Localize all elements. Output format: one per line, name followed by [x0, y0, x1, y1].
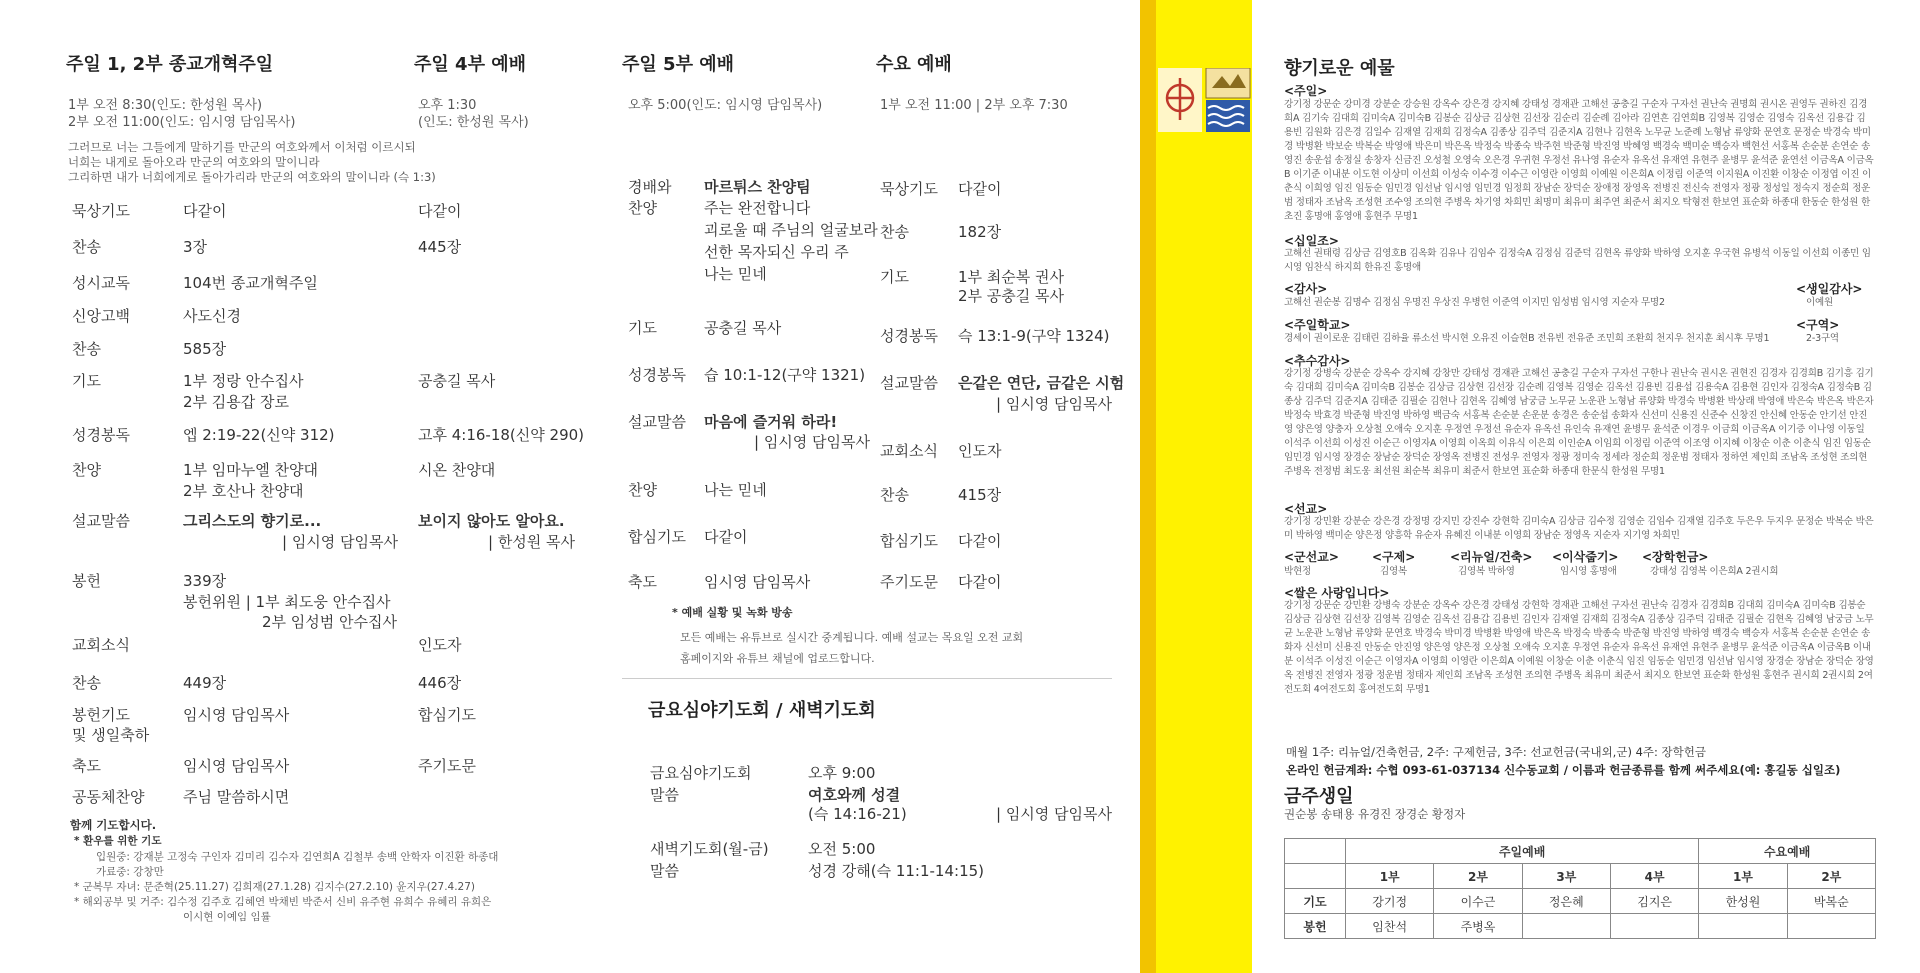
row-value-4: 445장	[418, 238, 462, 256]
column-header: 3부	[1522, 864, 1610, 889]
choir-2: 2부 호산나 찬양대	[183, 482, 304, 500]
time-4-line-2: (인도: 한성원 목사)	[418, 115, 529, 130]
row-label: 성시교독	[72, 274, 130, 292]
table-cell	[1699, 914, 1787, 939]
gold-stripe	[1140, 0, 1156, 973]
offering-names: 김영복	[1380, 566, 1407, 577]
friday-word: 여호와께 성결	[808, 786, 901, 804]
table-row	[1285, 914, 1876, 939]
w-news-label: 교회소식	[880, 442, 938, 460]
time-line-1: 1부 오전 8:30(인도: 한성원 목사)	[68, 98, 263, 113]
row-label: 찬송	[72, 238, 101, 256]
row-label: 신앙고백	[72, 307, 130, 325]
offering-names: 이예원	[1806, 297, 1833, 308]
reading-4: 고후 4:16-18(신약 290)	[418, 426, 585, 444]
pray-overseas-2: 이시현 이예임 임률	[183, 911, 271, 923]
broadcast-note: 모든 예배는 유튜브로 실시간 중계됩니다. 예배 설교는 목요일 오전 교회	[680, 631, 1024, 644]
offering-category: <군선교>	[1284, 550, 1339, 564]
divider	[622, 678, 1112, 679]
offering-label: 봉헌	[72, 572, 101, 590]
sunday-12-title: 주일 1, 2부 종교개혁주일	[66, 54, 274, 75]
verse-line: 그리하면 내가 너희에게로 돌아가리라 만군의 여호와의 말이니라 (슥 1:3)	[68, 170, 436, 184]
offering-team: 봉헌위원 | 1부 최도웅 안수집사	[183, 593, 391, 611]
sermon-by: | 임시영 담임목사	[754, 433, 871, 451]
w-sermon-by: | 임시영 담임목사	[996, 395, 1113, 413]
row-header: 봉헌	[1285, 914, 1346, 939]
sermon: 마음에 즐거워 하라!	[704, 413, 838, 431]
offering-names: 경세이 권이로운 김태린 김하율 류소선 박시현 오유진 이슬현B 전유빈 전유준 조민희 조환희 천지우 천지훈 최시후 무명1	[1284, 333, 1770, 344]
blessing-4: 주기도문	[418, 757, 476, 775]
w-sermon: 은같은 연단, 금같은 시험	[958, 374, 1125, 392]
row-value: 다같이	[183, 202, 227, 220]
column-header: 1부	[1346, 864, 1434, 889]
time-line-2: 2부 오전 11:00(인도: 임시영 담임목사)	[68, 115, 296, 130]
offering-category: <구역>	[1796, 318, 1840, 332]
offering-category: <리뉴얼/건축>	[1450, 550, 1533, 564]
offering-names: 강기정 강병숙 강분순 강옥수 강지혜 강창만 강태성 경재관 고해선 공충길 구순자 구자선 구한나 권난숙 권시온 권현진 김경자 김경희B 김기흥 김기숙 김대희 김미숙A 김미숙B 김봉순 김상금 김상현 김선장 김순례 김영복 김영순 김옥선 김용빈 김용섭 김용숙A 김용현 김인자 김정숙A 김정숙B 김종상 김주덕 김준지A 김태준 김필순 김현나 김현옥 김혜영 남궁금 노무균 노운관 노형남 류양화 박경숙 박병환 박상래 박영애 박은숙 박은옥 박은자 박정숙 박효경 박준형 박진영 박하영 백금숙 서홍복 손순분 손운분 송경은 송순섭 송화자 신선미 신용진 신준수 신창진 안신혜 안동순 안기선 안진영 양은영 양충자 오상철 오애숙 오지훈 우정연 우정선 유순자 유옥선 유인숙 유재연 윤병무 윤석준 이경우 이금희 이금옥A 이기증 이나영 이동일 이석주 이선희 이성진 이순근 이영자A 이영희 이옥희 이유식 이은희 이인순A 이임희 이정림 이준역 이조영 이지혜 이창순 이춘 이춘식 임진 임동순 임민경 임시영 장경순 장남순 장덕순 장영옥 전병진 전성우 전영자 정광 정미숙 정세라 정순희 정운범 정태자 정하연 제인희 조남옥 조성현 조의현 주병옥 전정범 최도웅 최선원 최순복 최유미 최준서 한보연 표순화 하종대 한문식 한성원 무명1	[1284, 368, 1874, 477]
w-read: 슥 13:1-9(구약 1324)	[958, 327, 1110, 345]
broadcast-title: * 예배 실황 및 녹화 방송	[672, 606, 793, 619]
table-corner	[1285, 864, 1346, 889]
w-sermon-label: 설교말씀	[880, 374, 938, 392]
praise-team: 마르튀스 찬양팀	[704, 178, 811, 196]
sermon-title: 그리스도의 향기로...	[183, 512, 322, 530]
table-cell	[1610, 914, 1698, 939]
bless: 임시영 담임목사	[704, 573, 811, 591]
row-value: 104번 종교개혁주일	[183, 274, 318, 292]
blessing-1: 임시영 담임목사	[183, 757, 290, 775]
bless-label: 축도	[628, 573, 657, 591]
table-cell: 주병옥	[1434, 914, 1522, 939]
church-cross-emblem-icon	[1158, 68, 1254, 134]
w-hymn2: 415장	[958, 486, 1002, 504]
news-label: 교회소식	[72, 636, 130, 654]
read-label: 성경봉독	[628, 366, 686, 384]
choir-label: 찬양	[72, 461, 101, 479]
w-prayer-label: 기도	[880, 268, 909, 286]
prayer: 공충길 목사	[704, 319, 782, 337]
friday-ref: (슥 14:16-21)	[808, 805, 907, 823]
praise-label: 경배와	[628, 178, 672, 196]
offer-prayer-1: 임시영 담임목사	[183, 706, 290, 724]
table-corner	[1285, 839, 1346, 864]
table-cell: 박복순	[1787, 889, 1875, 914]
prayer-1: 1부 정랑 안수집사	[183, 372, 304, 390]
birthday-names: 권순봉 송태용 유경진 장경순 황정자	[1284, 807, 1466, 821]
sunday-5-title: 주일 5부 예배	[622, 54, 734, 75]
pray-patients: * 환우를 위한 기도	[74, 835, 162, 847]
offering-category: <선교>	[1284, 502, 1328, 516]
group-label: 합심기도	[628, 528, 686, 546]
offering-names: 강기정 강민환 강분순 강은경 강정명 강지민 강진수 강현학 김미숙A 김상금 김수정 김영순 김임수 김재열 김주호 두은우 두지우 문정순 박복순 박은미 박하영 백미순 양은정 양흥학 유순자 유혜진 이내분 이영희 장남순 정영옥 지순자 지기영 차희민	[1284, 516, 1874, 541]
w-lord-label: 주기도문	[880, 573, 938, 591]
offering-names: 임시영 홍명애	[1560, 566, 1617, 577]
offer-prayer-label-2: 및 생일축하	[72, 726, 150, 744]
time-4-line-1: 오후 1:30	[418, 98, 477, 113]
w-news: 인도자	[958, 442, 1002, 460]
reading-1: 엡 2:19-22(신약 312)	[183, 426, 335, 444]
dawn-word: 성경 강해(슥 11:1-14:15)	[808, 862, 985, 880]
friday-word-label: 말씀	[650, 786, 679, 804]
offering-category: <구제>	[1372, 550, 1416, 564]
row-value: 사도신경	[183, 307, 241, 325]
broadcast-note-2: 홈페이지와 유튜브 채널에 업로드합니다.	[680, 652, 875, 665]
offering-category: <쌀은 사랑입니다>	[1284, 586, 1390, 600]
table-cell: 한성원	[1699, 889, 1787, 914]
sunday-group-header: 주일예배	[1346, 839, 1699, 864]
offering-names: 강태성 김영복 이은희A 2권시희	[1650, 566, 1779, 577]
monthly-offering-note: 매월 1주: 리뉴얼/건축헌금, 2주: 구제헌금, 3주: 선교헌금(국내외,군) 4주: 장학헌금	[1286, 745, 1706, 759]
praise-song: 선한 목자되신 우리 주	[704, 243, 849, 261]
offerings-title: 향기로운 예물	[1284, 58, 1395, 79]
pray-recovery: 가료중: 강창만	[96, 866, 164, 878]
column-header: 2부	[1787, 864, 1875, 889]
offering-names: 박현정	[1284, 566, 1311, 577]
w-group: 다같이	[958, 532, 1002, 550]
offering-names: 고해선 권순봉 김명수 김정심 우명진 우상진 우병헌 이준역 이지민 임성범 임시영 지순자 무명2	[1284, 297, 1665, 308]
offering-category: <감사>	[1284, 282, 1328, 296]
prayer-label: 기도	[72, 372, 101, 390]
offering-names: 강기정 강문순 강민환 강병숙 강분순 강옥수 강은경 강태성 강현학 경재관 고해선 구자선 권난숙 김경자 김경희B 김대희 김미숙A 김미숙B 김봉순 김상금 김상현 김선장 김영복 김영순 김옥선 김용갑 김용빈 김인자 김재열 김재희 김정숙A 김종상 김주덕 김태준 김필순 김현옥 김혜영 남궁금 노무균 노운관 노형남 류양화 문연호 박경숙 박미경 박병환 박영애 박은옥 박정숙 박종숙 박준형 박진영 박하영 백경숙 백승자 서홍복 손순분 손연순 송화자 신선미 신용진 안동순 안진영 양은영 양은정 오상철 오애숙 오지훈 우정연 유순자 유옥선 유재연 유현주 윤병무 윤석준 이금옥A 이금옥B 이내분 이석주 이성진 이순근 이영자A 이영희 이영란 이은희A 이예원 이창순 이춘 이춘식 임진 임동순 임민경 임선남 임시영 장경순 장남순 장덕순 장영옥 전병진 전영자 정광 정운범 정태자 제인희 조남옥 조성현 조의현 주병옥 최유미 최준서 최지오 한보연 표순화 한성원 홍현주 권시희 2권시희 2여전도회 4여전도회 홍여전도회 무명1	[1284, 600, 1874, 695]
pray-hospital: 입원중: 강재분 고정숙 구인자 김미리 김수자 김연희A 김철부 송백 안학자 이진환 하종대	[96, 851, 499, 863]
sunday-5-time: 오후 5:00(인도: 임시영 담임목사)	[628, 98, 823, 113]
hymn-1: 449장	[183, 674, 227, 692]
friday-time: 오후 9:00	[808, 764, 876, 782]
friday-dawn-title: 금요심야기도회 / 새벽기도회	[648, 700, 876, 721]
choir-1: 1부 임마누엘 찬양대	[183, 461, 319, 479]
offering-category: <주일>	[1284, 84, 1328, 98]
sermon-preacher: | 임시영 담임목사	[282, 533, 399, 551]
sermon-4-title: 보이지 않아도 알아요.	[418, 512, 565, 530]
w-lord: 다같이	[958, 573, 1002, 591]
online-account: 온라인 헌금계좌: 수협 093-61-037134 신수동교회 / 이름과 헌금종류를 함께 써주세요(예: 홍길동 십일조)	[1286, 763, 1841, 777]
praise-label-2: 찬양	[628, 199, 657, 217]
w-hymn2-label: 찬송	[880, 486, 909, 504]
offering-category: <추수감사>	[1284, 354, 1351, 368]
dawn-label: 새벽기도회(월-금)	[650, 840, 769, 858]
praise-song: 주는 완전합니다	[704, 199, 811, 217]
yellow-spine	[1140, 0, 1252, 973]
verse-line: 그러므로 너는 그들에게 말하기를 만군의 여호와께서 이처럼 이르시되	[68, 140, 416, 154]
wednesday-group-header: 수요예배	[1699, 839, 1876, 864]
offering-names: 2-3구역	[1806, 333, 1839, 344]
choir-4: 시온 찬양대	[418, 461, 496, 479]
pray-military: * 군복무 자녀: 문준혁(25.11.27) 김희재(27.1.28) 김지수(27.2.10) 윤지우(27.4.27)	[74, 881, 476, 893]
prayer-4: 공충길 목사	[418, 372, 496, 390]
hymn-label: 찬송	[72, 674, 101, 692]
w-meditate-label: 묵상기도	[880, 180, 938, 198]
offering-team-2: 2부 임성범 안수집사	[262, 613, 398, 631]
pray-title: 함께 기도합시다.	[70, 818, 157, 832]
offering-category: <장학헌금>	[1642, 550, 1709, 564]
sermon-label: 설교말씀	[628, 413, 686, 431]
w-meditate: 다같이	[958, 180, 1002, 198]
w-hymn: 182장	[958, 223, 1002, 241]
row-label: 찬송	[72, 340, 101, 358]
sermon-label: 설교말씀	[72, 512, 130, 530]
offering-names: 강기정 강문순 강미경 강분순 강승원 강옥수 강은경 강지혜 강태성 경재관 고해선 공충길 구순자 구자선 권난숙 권명희 권시온 권영두 권하진 김경희A 김기숙 김대희 김미숙A 김미숙B 김봉순 김상금 김상현 김선장 김순리 김순례 김아라 김연흔 김연희B 김영복 김영순 김영숙 김옥선 김용갑 김용빈 김원화 김은경 김일수 김재열 김재희 김정숙A 김종상 김주덕 김준지A 김현나 김현옥 노무균 노준례 노형남 류양화 문연호 문정순 박경숙 박미경 박병환 박보순 박복순 박영애 박은미 박은옥 박정숙 박종숙 박주현 박준형 박진영 박혜영 백경숙 백미순 백승자 백현선 서홍복 손순분 손연순 송영진 송운섭 송정실 송창자 신금진 오성철 오영숙 오은경 우귀현 우정선 유나영 유순자 유옥선 유재연 유현주 윤병무 윤석준 윤연선 이금옥A 이금옥B 이기준 이내분 이도현 이상미 이선희 이성숙 이수경 이수근 이영란 이영희 이예원 이은희A 이정림 이준역 이지원A 이진환 이창순 이정엽 이진 이춘식 이희영 임진 임동순 임민경 임선남 임시영 임민경 임정희 장남순 장덕순 장애정 장영옥 전병진 전신숙 전영자 정광 정성일 정숙지 정순희 정운범 정태자 조남옥 조성현 조수영 조의현 주병옥 차기영 차희민 최명미 최유미 최주연 최준서 최지오 탁형전 한보연 표순화 하종대 한동순 한성원 한초진 홍명애 홍영애 홍현주 무명1	[1284, 99, 1874, 222]
prayer-label: 기도	[628, 319, 657, 337]
column-header: 2부	[1434, 864, 1522, 889]
offer-prayer-label: 봉헌기도	[72, 706, 130, 724]
verse-line: 너희는 내게로 돌아오라 만군의 여호와의 말이니라	[68, 155, 320, 169]
creed-1: 주님 말씀하시면	[183, 788, 290, 806]
row-label: 묵상기도	[72, 202, 130, 220]
table-row	[1285, 889, 1876, 914]
friday-by: | 임시영 담임목사	[996, 805, 1113, 823]
praise-song: 괴로울 때 주님의 얼굴보라	[704, 221, 878, 239]
offering-hymn: 339장	[183, 572, 227, 590]
read: 습 10:1-12(구약 1321)	[704, 366, 866, 384]
offering-category: <십일조>	[1284, 234, 1339, 248]
offering-category: <이삭줍기>	[1552, 550, 1619, 564]
wednesday-time: 1부 오전 11:00 | 2부 오후 7:30	[880, 98, 1068, 113]
group: 다같이	[704, 528, 748, 546]
friday-label: 금요심야기도회	[650, 764, 752, 782]
offering-category: <주일학교>	[1284, 318, 1351, 332]
table-cell	[1522, 914, 1610, 939]
table-cell: 이수근	[1434, 889, 1522, 914]
offer-prayer-4: 합심기도	[418, 706, 476, 724]
wednesday-title: 수요 예배	[876, 54, 952, 75]
column-header: 1부	[1699, 864, 1787, 889]
choir-label: 찬양	[628, 481, 657, 499]
creed-label: 공동체찬양	[72, 788, 145, 806]
sermon-4-preacher: | 한성원 목사	[488, 533, 576, 551]
choir: 나는 믿네	[704, 481, 767, 499]
reading-label: 성경봉독	[72, 426, 130, 444]
w-group-label: 합심기도	[880, 532, 938, 550]
offering-category: <생일감사>	[1796, 282, 1863, 296]
table-cell: 임찬석	[1346, 914, 1434, 939]
column-header: 4부	[1610, 864, 1698, 889]
w-prayer-2: 2부 공충길 목사	[958, 287, 1065, 305]
row-value: 585장	[183, 340, 227, 358]
w-read-label: 성경봉독	[880, 327, 938, 345]
dawn-time: 오전 5:00	[808, 840, 876, 858]
row-value: 3장	[183, 238, 208, 256]
news-4: 인도자	[418, 636, 462, 654]
table-cell: 김지은	[1610, 889, 1698, 914]
pray-overseas: * 해외공부 및 거주: 김수정 김주호 김혜연 박채빈 박준서 신비 유주현 유희수 유혜리 유희은	[74, 896, 492, 908]
offering-names: 고해선 권태령 김상금 김영호B 김옥화 김유나 김임수 김정숙A 김정심 김준덕 김현옥 류양화 박하영 오지훈 우국현 유병석 이동일 이선희 이종민 임시영 임찬식 하지희 한유진 홍명애	[1284, 248, 1871, 273]
hymn-4: 446장	[418, 674, 462, 692]
duty-schedule-table	[1284, 838, 1876, 939]
w-prayer-1: 1부 최순복 권사	[958, 268, 1065, 286]
row-header: 기도	[1285, 889, 1346, 914]
row-value-4: 다같이	[418, 202, 462, 220]
table-cell	[1787, 914, 1875, 939]
blessing-label: 축도	[72, 757, 101, 775]
dawn-word-label: 말씀	[650, 862, 679, 880]
prayer-2: 2부 김용갑 장로	[183, 393, 290, 411]
w-hymn-label: 찬송	[880, 223, 909, 241]
praise-song: 나는 믿네	[704, 265, 767, 283]
sunday-4-title: 주일 4부 예배	[414, 54, 526, 75]
table-cell: 강기정	[1346, 889, 1434, 914]
table-cell: 정은혜	[1522, 889, 1610, 914]
birthday-title: 금주생일	[1284, 786, 1354, 807]
offering-names: 김영복 박하영	[1458, 566, 1515, 577]
